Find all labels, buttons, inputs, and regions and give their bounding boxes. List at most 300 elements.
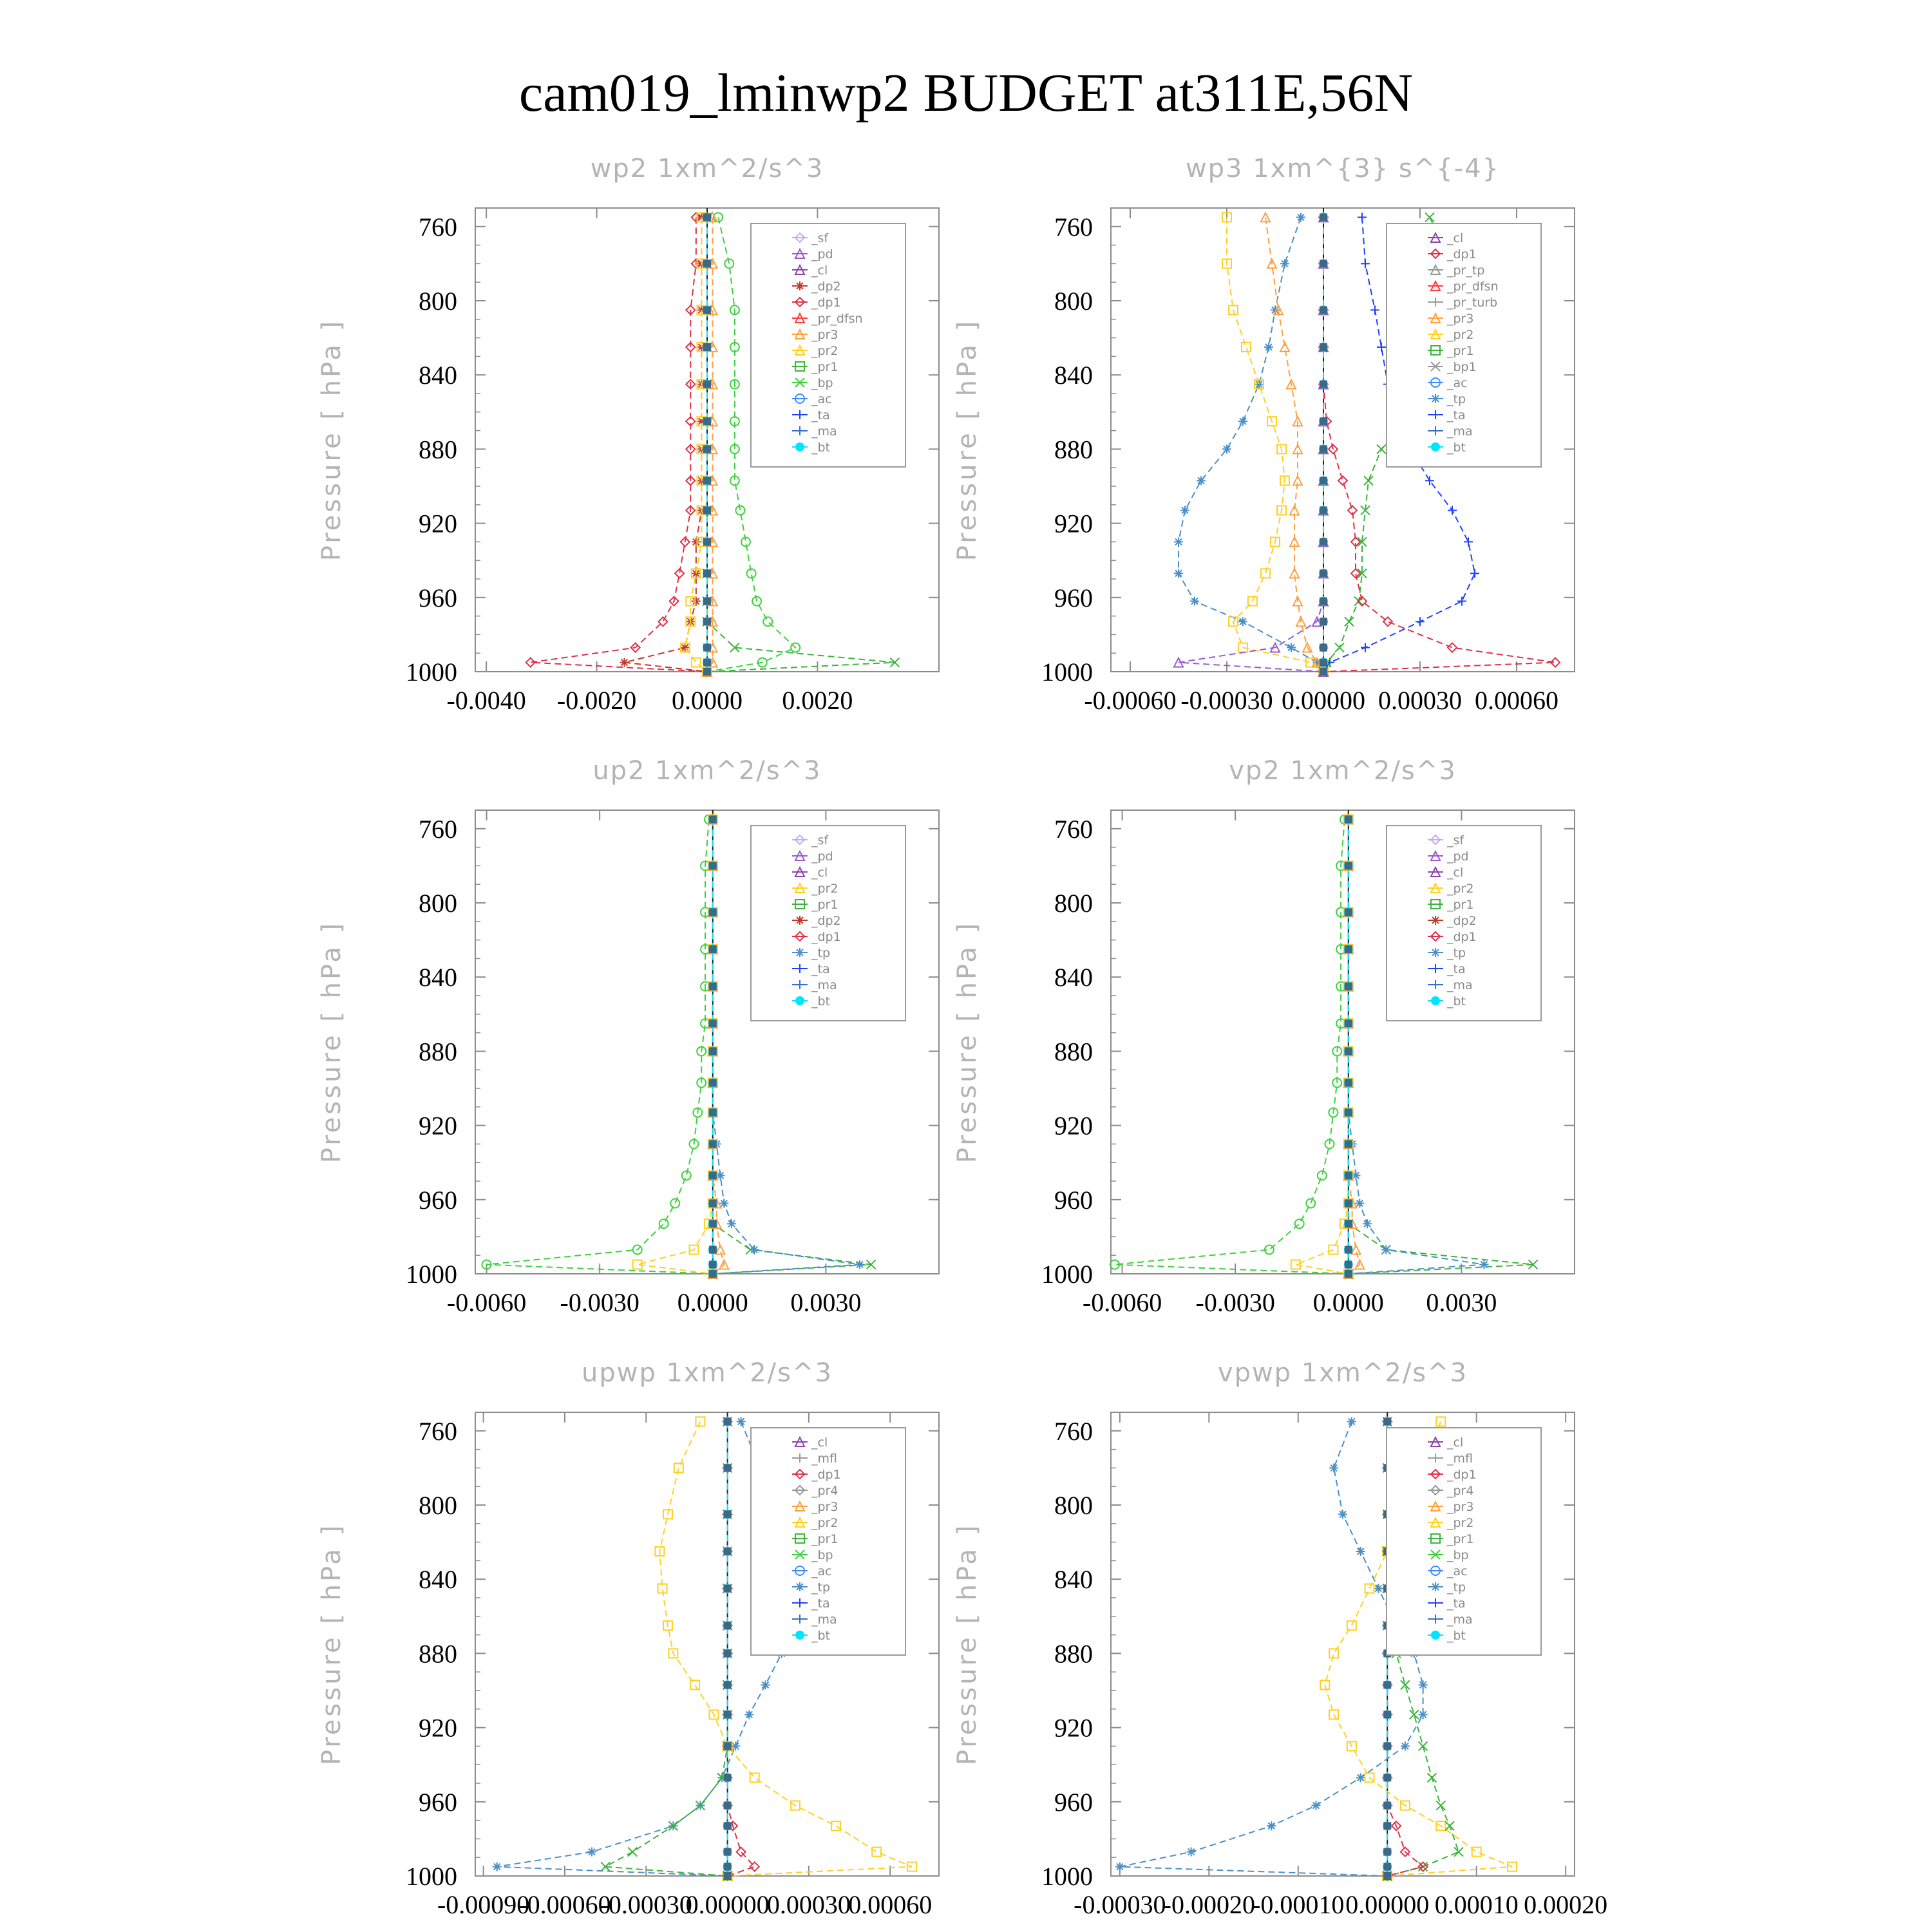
legend-label: _ta xyxy=(1447,408,1466,422)
legend-label: _cl xyxy=(811,866,828,880)
legend-label: _dp1 xyxy=(811,1468,841,1482)
y-tick-label: 920 xyxy=(419,1713,457,1743)
data-point xyxy=(587,1848,596,1857)
y-tick-label: 800 xyxy=(419,889,457,918)
zero-marker xyxy=(709,1200,717,1208)
legend-label: _ac xyxy=(1447,376,1468,390)
y-tick-label: 800 xyxy=(1054,1491,1093,1520)
legend-label: _pr3 xyxy=(811,328,838,342)
y-tick-label: 840 xyxy=(419,1565,457,1595)
x-tick-label: 0.00030 xyxy=(1378,686,1462,715)
data-point xyxy=(1361,259,1370,268)
zero-marker xyxy=(724,1802,732,1810)
zero-marker xyxy=(1345,1270,1352,1278)
y-tick-label: 1000 xyxy=(1041,1260,1093,1289)
legend-label: _bp xyxy=(811,376,833,390)
zero-marker xyxy=(1320,506,1327,514)
zero-marker xyxy=(1345,1079,1352,1086)
data-point xyxy=(1401,1741,1410,1750)
data-point xyxy=(1425,213,1434,222)
legend-marker xyxy=(1431,442,1440,451)
legend-label: _bt xyxy=(1447,440,1466,455)
data-point xyxy=(1296,213,1305,222)
zero-marker xyxy=(724,1863,732,1871)
zero-marker xyxy=(1345,1261,1352,1269)
panel-title: wp2 1xm^2/s^3 xyxy=(590,154,824,184)
zero-marker xyxy=(724,1848,732,1856)
legend-label: _dp2 xyxy=(1447,914,1477,928)
data-point xyxy=(1457,597,1466,606)
legend-label: _ta xyxy=(1447,1596,1466,1611)
data-point xyxy=(855,1260,864,1269)
zero-marker xyxy=(709,1261,717,1269)
legend-label: _pr2 xyxy=(1447,1516,1474,1530)
zero-marker xyxy=(1320,538,1327,545)
legend-label: _ma xyxy=(811,978,837,992)
panel-title: wp3 1xm^{3} s^{-4} xyxy=(1185,154,1501,184)
zero-marker xyxy=(1320,477,1327,484)
legend-label: _mfl xyxy=(1447,1452,1473,1466)
panel-title: upwp 1xm^2/s^3 xyxy=(582,1358,833,1388)
zero-marker xyxy=(724,1510,732,1518)
legend-label: _dp2 xyxy=(811,914,841,928)
data-point xyxy=(1197,476,1206,485)
zero-marker xyxy=(1345,983,1352,990)
legend-label: _pr4 xyxy=(811,1484,838,1498)
data-point xyxy=(670,1199,679,1208)
zero-marker xyxy=(724,1822,732,1830)
x-tick-label: 0.0000 xyxy=(677,1288,748,1317)
zero-marker xyxy=(1320,213,1327,221)
y-tick-label: 920 xyxy=(1054,509,1093,538)
y-tick-label: 880 xyxy=(419,435,457,464)
data-point xyxy=(1238,417,1247,426)
data-point xyxy=(1345,617,1354,626)
y-tick-label: 760 xyxy=(419,212,457,242)
data-point xyxy=(1364,476,1373,485)
zero-marker xyxy=(1383,1774,1391,1781)
y-tick-label: 1000 xyxy=(1041,1862,1093,1891)
zero-marker xyxy=(1320,618,1327,625)
zero-marker xyxy=(703,306,711,314)
data-point xyxy=(1448,643,1457,652)
zero-marker xyxy=(709,908,717,916)
data-point xyxy=(620,658,629,667)
chart-panel-3 xyxy=(317,756,939,1317)
legend-label: _ta xyxy=(811,962,830,976)
zero-marker xyxy=(1345,1171,1352,1179)
data-point xyxy=(1280,259,1289,268)
legend-marker xyxy=(795,948,804,957)
data-point xyxy=(1267,1821,1276,1830)
data-point xyxy=(1448,506,1457,515)
zero-marker xyxy=(709,1108,717,1116)
data-point xyxy=(1480,1260,1489,1269)
legend-label: _pd xyxy=(811,849,833,864)
y-tick-label: 760 xyxy=(1054,1416,1093,1446)
figure-title: cam019_lminwp2 BUDGET at311E,56N xyxy=(518,63,1414,123)
legend-label: _ma xyxy=(1447,424,1473,439)
data-point xyxy=(1356,1547,1365,1556)
data-point xyxy=(1361,643,1370,652)
y-axis-label: Pressure [ hPa ] xyxy=(952,1522,982,1766)
y-tick-label: 840 xyxy=(419,963,457,992)
data-point xyxy=(1347,1417,1356,1426)
zero-marker xyxy=(703,659,711,667)
panel-title: vpwp 1xm^2/s^3 xyxy=(1217,1358,1468,1388)
zero-marker xyxy=(709,945,717,953)
legend-label: _ta xyxy=(811,1596,830,1611)
data-point xyxy=(659,1219,668,1228)
legend-label: _sf xyxy=(811,833,829,848)
data-point xyxy=(692,537,701,546)
x-tick-label: -0.0060 xyxy=(446,1288,527,1317)
zero-marker xyxy=(703,618,711,625)
data-point xyxy=(1190,597,1199,606)
x-tick-label: 0.00000 xyxy=(1282,686,1365,715)
legend-marker xyxy=(795,996,804,1005)
zero-marker xyxy=(1345,862,1352,869)
zero-marker xyxy=(709,1079,717,1086)
legend-label: _mfl xyxy=(811,1452,837,1466)
legend-label: _ac xyxy=(811,392,832,406)
zero-marker xyxy=(1383,1681,1391,1689)
zero-marker xyxy=(1383,1742,1391,1750)
y-tick-label: 840 xyxy=(1054,1565,1093,1595)
y-tick-label: 920 xyxy=(1054,1111,1093,1141)
y-tick-label: 920 xyxy=(1054,1713,1093,1743)
legend-label: _bp xyxy=(1447,1548,1469,1562)
zero-marker xyxy=(1320,569,1327,577)
legend-label: _tp xyxy=(1447,1580,1466,1595)
y-tick-label: 800 xyxy=(419,287,457,316)
legend-marker xyxy=(1431,1631,1440,1640)
legend-label: _pr1 xyxy=(1447,898,1474,912)
zero-marker xyxy=(709,1019,717,1027)
x-tick-label: 0.0030 xyxy=(1426,1288,1497,1317)
chart-panel-2 xyxy=(952,154,1575,715)
zero-marker xyxy=(1383,1872,1391,1880)
data-point xyxy=(1338,476,1347,485)
x-tick-label: 0.00020 xyxy=(1524,1890,1608,1919)
y-tick-label: 760 xyxy=(419,1416,457,1446)
x-tick-label: 0.00000 xyxy=(1345,1890,1430,1919)
data-point xyxy=(831,1821,840,1830)
legend-label: _dp1 xyxy=(811,930,841,944)
data-point xyxy=(1419,1710,1428,1719)
legend-label: _ac xyxy=(1447,1564,1468,1578)
legend-label: _bt xyxy=(811,440,831,455)
zero-marker xyxy=(724,1872,732,1880)
legend-label: _dp2 xyxy=(811,279,841,294)
legend-label: _cl xyxy=(811,263,828,278)
zero-marker xyxy=(724,1417,732,1425)
y-tick-label: 760 xyxy=(419,814,457,844)
data-point xyxy=(1222,444,1231,453)
legend-label: _ma xyxy=(811,424,837,439)
y-tick-label: 880 xyxy=(1054,435,1093,464)
zero-marker xyxy=(709,983,717,990)
zero-marker xyxy=(703,343,711,351)
data-point xyxy=(724,259,734,268)
data-point xyxy=(1454,1848,1463,1857)
y-tick-label: 960 xyxy=(1054,1787,1093,1817)
y-axis-label: Pressure [ hPa ] xyxy=(952,920,982,1164)
legend-label: _dp1 xyxy=(1447,1468,1477,1482)
zero-marker xyxy=(1345,1047,1352,1055)
legend-label: _cl xyxy=(1447,1435,1464,1450)
zero-marker xyxy=(703,213,711,221)
series-line-bp xyxy=(605,1421,727,1876)
y-tick-label: 960 xyxy=(419,1185,457,1215)
zero-marker xyxy=(724,1585,732,1593)
y-tick-label: 840 xyxy=(419,361,457,390)
data-point xyxy=(1358,213,1367,222)
x-tick-label: -0.00030 xyxy=(600,1890,692,1919)
data-point xyxy=(1338,1510,1347,1519)
zero-marker xyxy=(1320,381,1327,388)
zero-marker xyxy=(1345,815,1352,823)
y-axis-label: Pressure [ hPa ] xyxy=(317,1522,346,1766)
zero-marker xyxy=(703,477,711,484)
series-line-dp2 xyxy=(531,217,707,672)
data-point xyxy=(1381,1245,1390,1255)
x-tick-label: 0.00060 xyxy=(1475,686,1558,715)
data-point xyxy=(763,617,772,626)
data-point xyxy=(1464,537,1473,546)
y-tick-label: 920 xyxy=(419,1111,457,1141)
y-tick-label: 760 xyxy=(1054,212,1093,242)
data-point xyxy=(750,1245,759,1255)
y-tick-label: 800 xyxy=(1054,889,1093,918)
y-tick-label: 840 xyxy=(1054,963,1093,992)
x-tick-label: -0.00060 xyxy=(1084,686,1177,715)
zero-marker xyxy=(703,381,711,388)
y-tick-label: 960 xyxy=(419,583,457,612)
data-point xyxy=(690,1680,699,1689)
legend-label: _pr1 xyxy=(811,360,838,374)
legend-label: _tp xyxy=(811,946,831,960)
data-point xyxy=(761,1680,770,1689)
legend-label: _ta xyxy=(1447,962,1466,976)
x-tick-label: -0.0040 xyxy=(446,686,526,715)
data-point xyxy=(1174,537,1183,546)
zero-marker xyxy=(1345,908,1352,916)
y-tick-label: 880 xyxy=(1054,1639,1093,1669)
zero-marker xyxy=(1320,306,1327,314)
y-tick-label: 960 xyxy=(419,1787,457,1817)
series-line-pr1 xyxy=(1296,819,1349,1274)
y-axis-label: Pressure [ hPa ] xyxy=(317,920,346,1164)
y-axis-label: Pressure [ hPa ] xyxy=(952,318,982,562)
y-tick-label: 1000 xyxy=(406,1862,457,1891)
legend-label: _pr2 xyxy=(1447,328,1474,342)
legend-marker xyxy=(1431,1582,1440,1591)
data-point xyxy=(1401,1680,1410,1689)
legend-marker xyxy=(1431,948,1440,957)
data-point xyxy=(1419,1741,1428,1750)
legend-label: _pd xyxy=(1447,849,1469,864)
data-point xyxy=(1174,569,1183,578)
x-tick-label: -0.0060 xyxy=(1082,1288,1162,1317)
x-tick-label: -0.00090 xyxy=(437,1890,530,1919)
legend-marker xyxy=(795,442,804,451)
zero-marker xyxy=(1345,1200,1352,1208)
data-point xyxy=(1419,1680,1428,1689)
zero-marker xyxy=(724,1649,732,1657)
x-tick-label: 0.0000 xyxy=(1312,1288,1384,1317)
zero-marker xyxy=(1345,1140,1352,1148)
y-tick-label: 1000 xyxy=(406,1260,457,1289)
legend-label: _dp1 xyxy=(1447,247,1477,261)
data-point xyxy=(1318,1171,1327,1180)
legend-label: _pr1 xyxy=(811,898,838,912)
x-tick-label: 0.0020 xyxy=(782,686,853,715)
data-point xyxy=(1470,569,1479,578)
zero-marker xyxy=(1383,1822,1391,1830)
y-axis-label: Pressure [ hPa ] xyxy=(317,318,346,562)
legend-label: _pr1 xyxy=(811,1532,838,1546)
zero-marker xyxy=(1383,1848,1391,1856)
data-point xyxy=(1180,506,1189,515)
legend-marker xyxy=(795,916,804,925)
legend-marker xyxy=(1431,996,1440,1005)
y-tick-label: 960 xyxy=(1054,583,1093,612)
data-point xyxy=(1416,617,1425,626)
y-tick-label: 880 xyxy=(1054,1037,1093,1066)
data-point xyxy=(681,643,690,652)
zero-marker xyxy=(1320,260,1327,267)
data-point xyxy=(1115,1862,1124,1871)
y-tick-label: 1000 xyxy=(1041,658,1093,687)
x-tick-label: 0.00060 xyxy=(848,1890,933,1919)
legend-label: _pr1 xyxy=(1447,344,1474,358)
zero-marker xyxy=(724,1774,732,1781)
x-tick-label: 0.0030 xyxy=(790,1288,862,1317)
data-point xyxy=(682,1171,691,1180)
zero-marker xyxy=(1320,644,1327,652)
data-point xyxy=(1329,1463,1338,1472)
legend-label: _pr4 xyxy=(1447,1484,1474,1498)
zero-marker xyxy=(709,862,717,869)
panel-title: up2 1xm^2/s^3 xyxy=(592,756,822,786)
legend-label: _pr2 xyxy=(1447,882,1474,896)
y-tick-label: 760 xyxy=(1054,814,1093,844)
data-point xyxy=(1445,1821,1454,1830)
zero-marker xyxy=(709,1220,717,1227)
legend-label: _bt xyxy=(811,994,831,1009)
y-tick-label: 800 xyxy=(419,1491,457,1520)
zero-marker xyxy=(724,1464,732,1472)
legend-label: _bt xyxy=(811,1629,831,1643)
y-tick-label: 960 xyxy=(1054,1185,1093,1215)
zero-marker xyxy=(724,1548,732,1555)
zero-marker xyxy=(1345,1246,1352,1254)
y-tick-label: 800 xyxy=(1054,287,1093,316)
zero-marker xyxy=(709,1140,717,1148)
x-tick-label: -0.00020 xyxy=(1162,1890,1255,1919)
zero-marker xyxy=(724,1622,732,1629)
legend-label: _cl xyxy=(1447,231,1464,245)
data-point xyxy=(1377,444,1386,453)
zero-marker xyxy=(709,1246,717,1254)
data-point xyxy=(1436,1801,1445,1810)
series-line-tp xyxy=(1120,1421,1423,1876)
legend-label: _pr3 xyxy=(1447,1500,1474,1514)
data-point xyxy=(1347,1621,1356,1630)
zero-marker xyxy=(1320,598,1327,605)
legend-marker xyxy=(1431,394,1440,403)
legend-label: _ma xyxy=(1447,1613,1473,1627)
data-point xyxy=(1238,617,1247,626)
legend-marker xyxy=(795,281,804,290)
zero-marker xyxy=(709,1270,717,1278)
series-line-pr2 xyxy=(1227,217,1323,672)
legend-label: _pr_dfsn xyxy=(811,312,863,326)
legend-label: _bt xyxy=(1447,994,1466,1009)
data-point xyxy=(1311,1801,1320,1810)
zero-marker xyxy=(1320,668,1327,676)
legend-label: _ac xyxy=(811,1564,832,1578)
zero-marker xyxy=(703,445,711,453)
legend-label: _dp1 xyxy=(811,296,841,310)
legend-label: _pr_dfsn xyxy=(1447,279,1499,294)
legend-label: _ma xyxy=(811,1613,837,1627)
data-point xyxy=(737,1417,746,1426)
y-tick-label: 1000 xyxy=(406,658,457,687)
chart-panel-4 xyxy=(952,756,1575,1317)
legend-label: _tp xyxy=(811,1580,831,1595)
legend-label: _ma xyxy=(1447,978,1473,992)
data-point xyxy=(1264,343,1273,352)
zero-marker xyxy=(1383,1710,1391,1718)
x-tick-label: -0.0030 xyxy=(560,1288,639,1317)
x-tick-label: -0.0020 xyxy=(556,686,637,715)
legend-label: _pr1 xyxy=(1447,1532,1474,1546)
data-point xyxy=(1365,1584,1374,1593)
x-tick-label: 0.00000 xyxy=(685,1890,770,1919)
zero-marker xyxy=(1320,343,1327,351)
legend-label: _sf xyxy=(1447,833,1464,848)
zero-marker xyxy=(703,569,711,577)
data-point xyxy=(1261,569,1270,578)
legend-marker xyxy=(1431,916,1440,925)
data-point xyxy=(692,597,701,606)
data-point xyxy=(1242,343,1251,352)
zero-marker xyxy=(703,598,711,605)
data-point xyxy=(1370,305,1379,314)
zero-marker xyxy=(703,417,711,425)
legend-label: _sf xyxy=(811,231,829,245)
legend-label: _pr_turb xyxy=(1447,296,1498,310)
legend-label: _dp1 xyxy=(1447,930,1477,944)
x-tick-label: 0.00030 xyxy=(766,1890,851,1919)
zero-marker xyxy=(709,1047,717,1055)
legend-label: _cl xyxy=(811,1435,828,1450)
data-point xyxy=(1472,1848,1481,1857)
zero-marker xyxy=(1320,445,1327,453)
data-point xyxy=(1377,343,1386,352)
chart-panel-1 xyxy=(317,154,939,715)
data-point xyxy=(1255,380,1264,389)
zero-marker xyxy=(709,1171,717,1179)
zero-marker xyxy=(724,1742,732,1750)
x-tick-label: -0.00030 xyxy=(1074,1890,1166,1919)
zero-marker xyxy=(1345,945,1352,953)
legend-label: _pr2 xyxy=(811,344,838,358)
data-point xyxy=(674,1463,683,1472)
y-tick-label: 840 xyxy=(1054,361,1093,390)
